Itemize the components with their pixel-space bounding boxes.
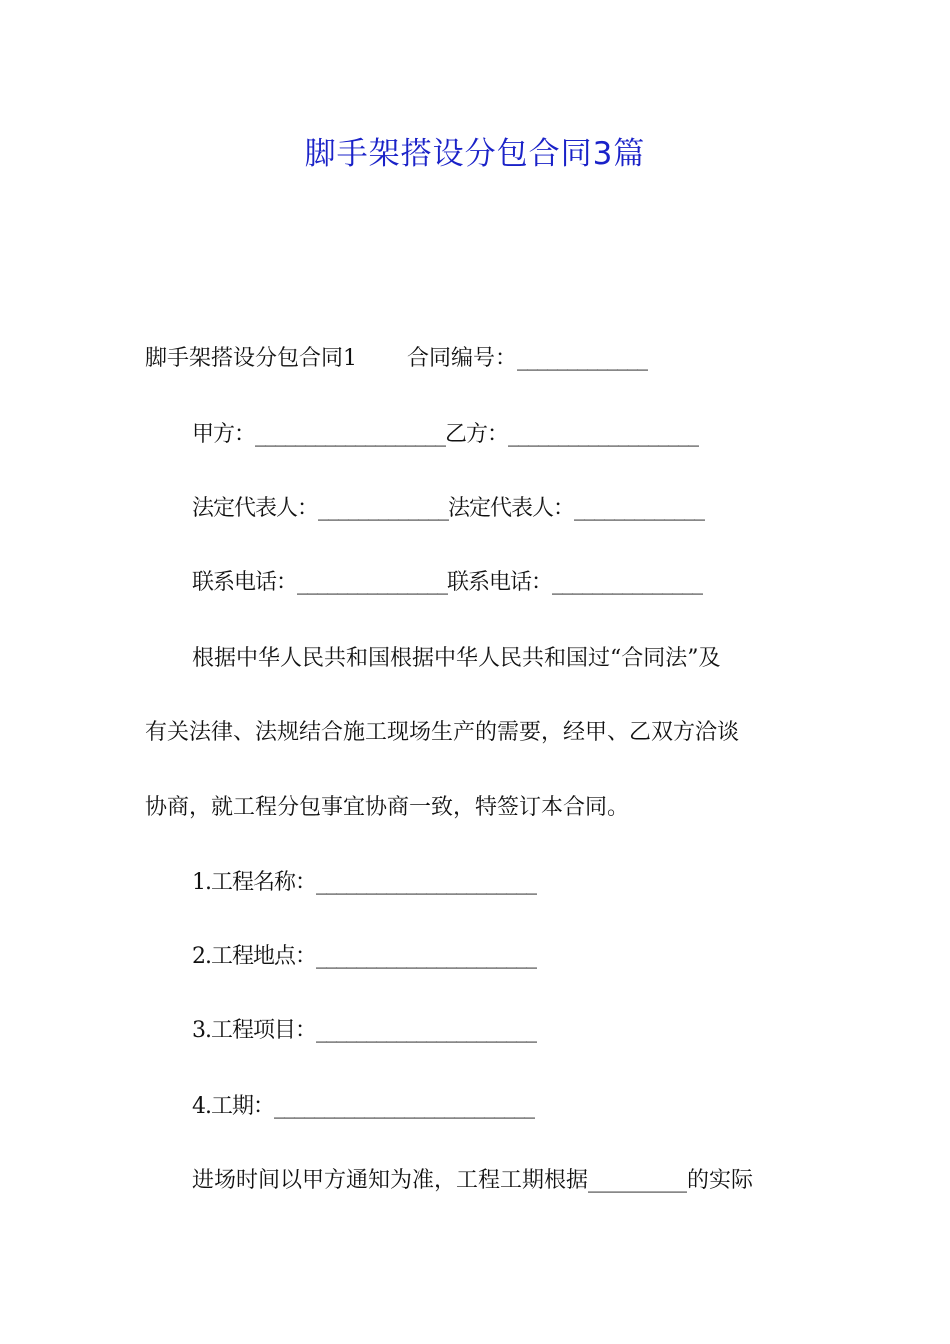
paragraph-line: 根据中华人民共和国根据中华人民共和国过“合同法”及 xyxy=(192,646,721,671)
tel-a-field: 联系电话：_______________ xyxy=(192,570,448,595)
representative-line xyxy=(192,494,862,524)
phone-line xyxy=(192,568,862,598)
item-project-name: 1.工程名称：______________________ xyxy=(192,870,536,895)
item-project-duration: 4.工期：__________________________ xyxy=(192,1094,534,1119)
contract-number-label: 合同编号： xyxy=(407,346,518,371)
party-b-field: 乙方：___________________ xyxy=(445,422,699,447)
party-a-field: 甲方：___________________ xyxy=(192,422,446,447)
tel-b-field: 联系电话：_______________ xyxy=(447,570,703,595)
rep-a-field: 法定代表人：_____________ xyxy=(192,496,449,521)
paragraph-line: 有关法律、法规结合施工现场生产的需要，经甲、乙双方洽谈 xyxy=(145,720,740,745)
contract-name: 脚手架搭设分包合同1 xyxy=(145,346,357,371)
rep-b-field: 法定代表人：_____________ xyxy=(448,496,705,521)
contract-header-line xyxy=(145,344,815,374)
item-project-scope: 3.工程项目：______________________ xyxy=(192,1018,536,1043)
contract-number-blank: _____________ xyxy=(517,346,648,371)
item-project-location: 2.工程地点：______________________ xyxy=(192,944,536,969)
paragraph-line: 协商，就工程分包事宜协商一致，特签订本合同。 xyxy=(145,795,630,820)
paragraph-line: 进场时间以甲方通知为准，工程工期根据_________的实际 xyxy=(192,1168,754,1193)
document-title: 脚手架搭设分包合同3篇 xyxy=(304,136,646,172)
party-line xyxy=(192,420,862,450)
